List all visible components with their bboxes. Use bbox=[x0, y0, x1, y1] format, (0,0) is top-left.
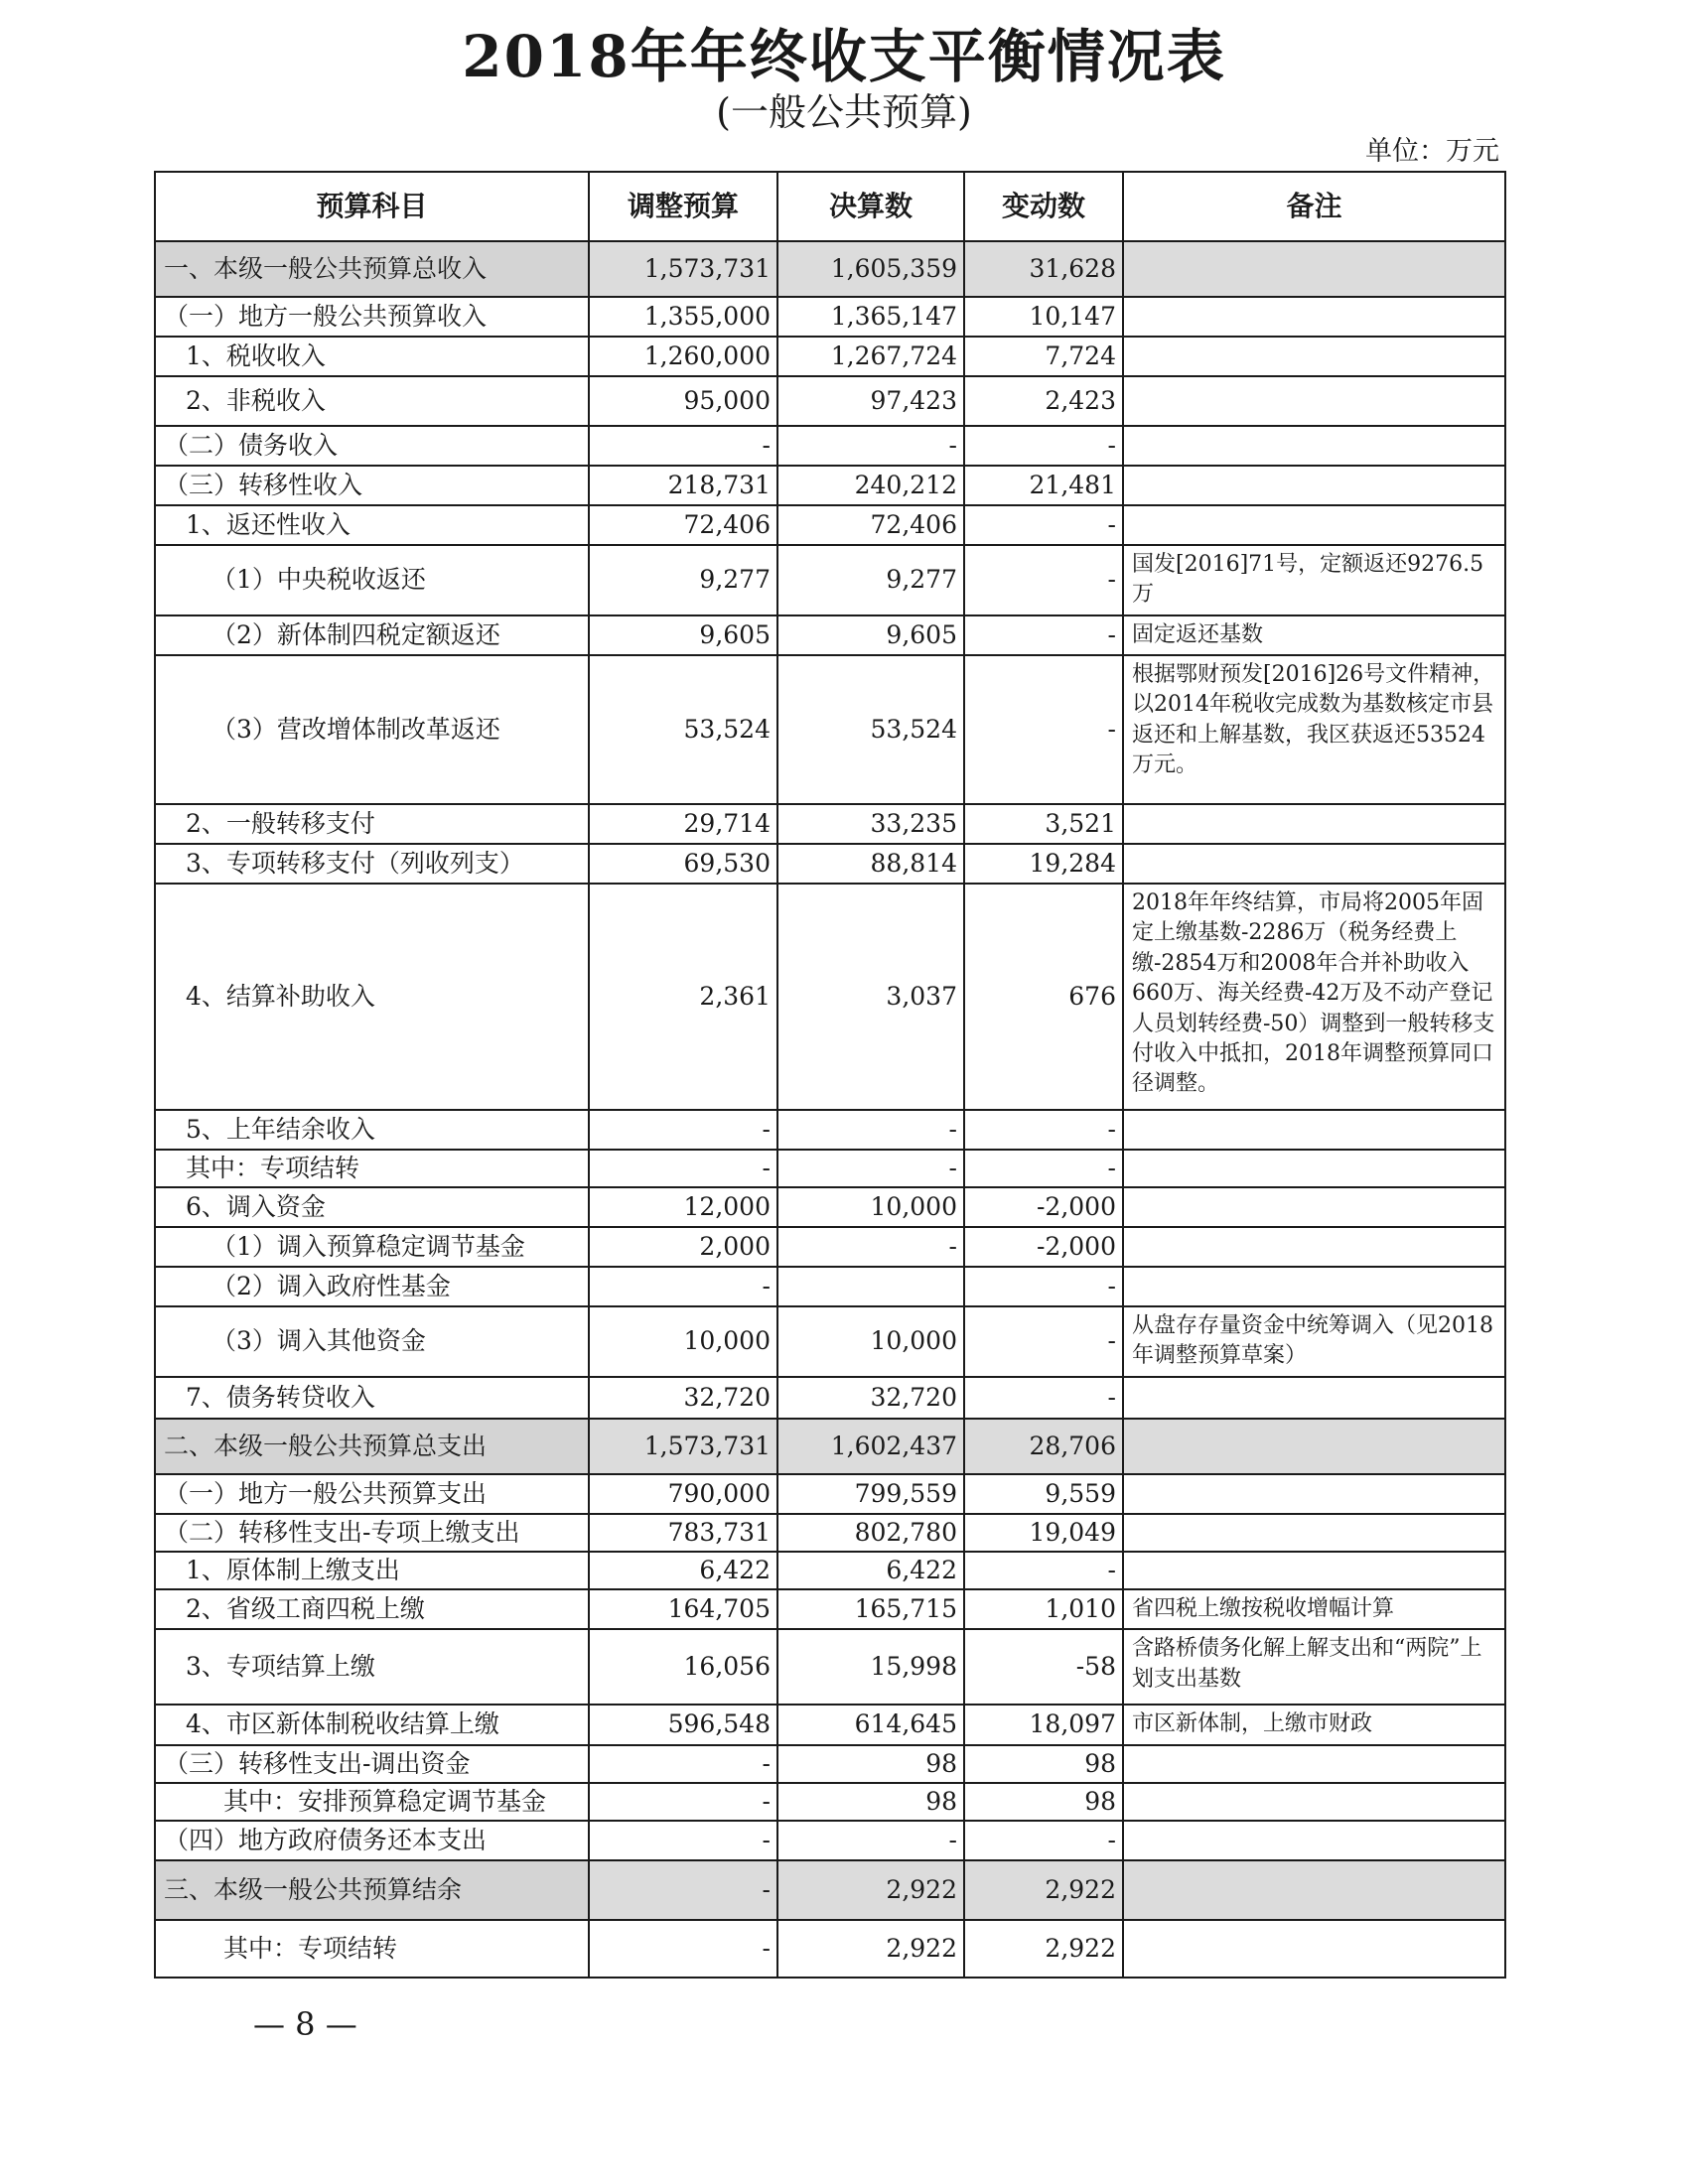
table-row bbox=[155, 376, 1505, 426]
cell-change: 19,049 bbox=[964, 1514, 1123, 1552]
table-header-row bbox=[155, 172, 1505, 241]
cell-change: 676 bbox=[964, 884, 1123, 1110]
cell-adjusted: - bbox=[589, 1783, 777, 1821]
cell-note bbox=[1123, 804, 1505, 844]
row-label: 7、债务转贷收入 bbox=[155, 1377, 589, 1419]
page-title: 2018年年终收支平衡情况表 bbox=[462, 23, 1226, 90]
cell-adjusted: 1,355,000 bbox=[589, 297, 777, 337]
row-label: 1、税收收入 bbox=[155, 337, 589, 376]
header-adjusted-budget: 调整预算 bbox=[589, 172, 777, 241]
cell-adjusted: 16,056 bbox=[589, 1629, 777, 1705]
table-row bbox=[155, 1589, 1505, 1629]
cell-note bbox=[1123, 376, 1505, 426]
cell-final: 72,406 bbox=[777, 505, 964, 545]
row-label: （二）债务收入 bbox=[155, 426, 589, 466]
table-row bbox=[155, 1514, 1505, 1552]
cell-note: 从盘存存量资金中统筹调入（见2018年调整预算草案） bbox=[1123, 1306, 1505, 1377]
cell-note bbox=[1123, 1377, 1505, 1419]
row-label: 其中：专项结转 bbox=[155, 1920, 589, 1978]
cell-final: 2,922 bbox=[777, 1860, 964, 1920]
cell-adjusted: 783,731 bbox=[589, 1514, 777, 1552]
cell-change: 31,628 bbox=[964, 241, 1123, 297]
table-row bbox=[155, 1306, 1505, 1377]
cell-change: 10,147 bbox=[964, 297, 1123, 337]
cell-note bbox=[1123, 466, 1505, 505]
cell-change: 9,559 bbox=[964, 1474, 1123, 1514]
cell-adjusted: - bbox=[589, 426, 777, 466]
cell-final: 9,277 bbox=[777, 545, 964, 615]
row-label: （2）新体制四税定额返还 bbox=[155, 615, 589, 655]
cell-note bbox=[1123, 1150, 1505, 1187]
cell-adjusted: 12,000 bbox=[589, 1187, 777, 1227]
cell-change: 2,423 bbox=[964, 376, 1123, 426]
cell-change: 98 bbox=[964, 1745, 1123, 1783]
cell-final: 10,000 bbox=[777, 1187, 964, 1227]
cell-final: 32,720 bbox=[777, 1377, 964, 1419]
cell-final: 98 bbox=[777, 1745, 964, 1783]
cell-adjusted: 596,548 bbox=[589, 1705, 777, 1744]
cell-adjusted: - bbox=[589, 1150, 777, 1187]
table-row bbox=[155, 1187, 1505, 1227]
cell-note: 市区新体制，上缴市财政 bbox=[1123, 1705, 1505, 1744]
cell-adjusted: 164,705 bbox=[589, 1589, 777, 1629]
table-row bbox=[155, 1860, 1505, 1920]
table-row bbox=[155, 241, 1505, 297]
row-label: 4、结算补助收入 bbox=[155, 884, 589, 1110]
row-label: 1、原体制上缴支出 bbox=[155, 1552, 589, 1589]
cell-adjusted: 6,422 bbox=[589, 1552, 777, 1589]
row-label: 2、省级工商四税上缴 bbox=[155, 1589, 589, 1629]
row-label: 2、非税收入 bbox=[155, 376, 589, 426]
cell-note bbox=[1123, 1552, 1505, 1589]
cell-adjusted: - bbox=[589, 1920, 777, 1978]
cell-final: - bbox=[777, 1821, 964, 1860]
cell-adjusted: - bbox=[589, 1821, 777, 1860]
cell-note: 省四税上缴按税收增幅计算 bbox=[1123, 1589, 1505, 1629]
cell-change: - bbox=[964, 1110, 1123, 1150]
cell-final: 1,602,437 bbox=[777, 1419, 964, 1474]
cell-change: - bbox=[964, 1150, 1123, 1187]
header-change: 变动数 bbox=[964, 172, 1123, 241]
cell-final: 88,814 bbox=[777, 844, 964, 884]
cell-adjusted: 1,260,000 bbox=[589, 337, 777, 376]
cell-change: 18,097 bbox=[964, 1705, 1123, 1744]
row-label: （四）地方政府债务还本支出 bbox=[155, 1821, 589, 1860]
cell-note: 根据鄂财预发[2016]26号文件精神，以2014年税收完成数为基数核定市县返还和上解基数，我区获返还53524万元。 bbox=[1123, 655, 1505, 804]
table-row bbox=[155, 615, 1505, 655]
cell-change: - bbox=[964, 655, 1123, 804]
cell-change: - bbox=[964, 426, 1123, 466]
budget-table bbox=[154, 171, 1506, 1979]
cell-final: - bbox=[777, 1150, 964, 1187]
cell-note bbox=[1123, 844, 1505, 884]
cell-change: - bbox=[964, 1821, 1123, 1860]
cell-adjusted: 72,406 bbox=[589, 505, 777, 545]
cell-note bbox=[1123, 1267, 1505, 1306]
row-label: （一）地方一般公共预算支出 bbox=[155, 1474, 589, 1514]
cell-adjusted: 32,720 bbox=[589, 1377, 777, 1419]
cell-note bbox=[1123, 1187, 1505, 1227]
cell-final: 1,605,359 bbox=[777, 241, 964, 297]
row-label: （2）调入政府性基金 bbox=[155, 1267, 589, 1306]
row-label: 3、专项转移支付（列收列支） bbox=[155, 844, 589, 884]
cell-adjusted: 9,605 bbox=[589, 615, 777, 655]
row-label: 4、市区新体制税收结算上缴 bbox=[155, 1705, 589, 1744]
cell-adjusted: 1,573,731 bbox=[589, 241, 777, 297]
cell-change: 7,724 bbox=[964, 337, 1123, 376]
cell-final: 10,000 bbox=[777, 1306, 964, 1377]
header-remarks: 备注 bbox=[1123, 172, 1505, 241]
cell-final: 240,212 bbox=[777, 466, 964, 505]
table-row bbox=[155, 1552, 1505, 1589]
cell-adjusted: 29,714 bbox=[589, 804, 777, 844]
cell-change: 21,481 bbox=[964, 466, 1123, 505]
cell-final: 1,365,147 bbox=[777, 297, 964, 337]
table-row bbox=[155, 505, 1505, 545]
cell-final: 614,645 bbox=[777, 1705, 964, 1744]
table-row bbox=[155, 1745, 1505, 1783]
cell-adjusted: 1,573,731 bbox=[589, 1419, 777, 1474]
header-final-amount: 决算数 bbox=[777, 172, 964, 241]
table-row bbox=[155, 1419, 1505, 1474]
cell-final: 33,235 bbox=[777, 804, 964, 844]
cell-adjusted: 69,530 bbox=[589, 844, 777, 884]
table-row bbox=[155, 1377, 1505, 1419]
cell-note bbox=[1123, 1110, 1505, 1150]
cell-change: - bbox=[964, 1377, 1123, 1419]
cell-note bbox=[1123, 1745, 1505, 1783]
table-row bbox=[155, 1629, 1505, 1705]
row-label: 1、返还性收入 bbox=[155, 505, 589, 545]
cell-final: 3,037 bbox=[777, 884, 964, 1110]
table-row bbox=[155, 884, 1505, 1110]
row-label: 6、调入资金 bbox=[155, 1187, 589, 1227]
cell-note: 国发[2016]71号，定额返还9276.5万 bbox=[1123, 545, 1505, 615]
row-label: （3）营改增体制改革返还 bbox=[155, 655, 589, 804]
row-label: （二）转移性支出-专项上缴支出 bbox=[155, 1514, 589, 1552]
row-label: 三、本级一般公共预算结余 bbox=[155, 1860, 589, 1920]
table-row bbox=[155, 1150, 1505, 1187]
cell-adjusted: - bbox=[589, 1860, 777, 1920]
cell-final: 165,715 bbox=[777, 1589, 964, 1629]
table-row bbox=[155, 1267, 1505, 1306]
row-label: （1）调入预算稳定调节基金 bbox=[155, 1227, 589, 1267]
cell-final: 799,559 bbox=[777, 1474, 964, 1514]
cell-adjusted: - bbox=[589, 1110, 777, 1150]
row-label: （三）转移性收入 bbox=[155, 466, 589, 505]
table-row bbox=[155, 804, 1505, 844]
cell-note: 固定返还基数 bbox=[1123, 615, 1505, 655]
cell-final: - bbox=[777, 1110, 964, 1150]
cell-change: - bbox=[964, 545, 1123, 615]
table-row bbox=[155, 1920, 1505, 1978]
cell-adjusted: 790,000 bbox=[589, 1474, 777, 1514]
table-row bbox=[155, 844, 1505, 884]
row-label: 一、本级一般公共预算总收入 bbox=[155, 241, 589, 297]
cell-change: 2,922 bbox=[964, 1920, 1123, 1978]
cell-note bbox=[1123, 241, 1505, 297]
row-label: 5、上年结余收入 bbox=[155, 1110, 589, 1150]
cell-final bbox=[777, 1267, 964, 1306]
cell-final: 15,998 bbox=[777, 1629, 964, 1705]
row-label: 其中：专项结转 bbox=[155, 1150, 589, 1187]
row-label: （一）地方一般公共预算收入 bbox=[155, 297, 589, 337]
cell-final: 2,922 bbox=[777, 1920, 964, 1978]
cell-note: 含路桥债务化解上解支出和“两院”上划支出基数 bbox=[1123, 1629, 1505, 1705]
cell-note bbox=[1123, 1783, 1505, 1821]
cell-change: 2,922 bbox=[964, 1860, 1123, 1920]
table-row bbox=[155, 337, 1505, 376]
cell-change: 28,706 bbox=[964, 1419, 1123, 1474]
cell-note bbox=[1123, 1860, 1505, 1920]
cell-final: 53,524 bbox=[777, 655, 964, 804]
table-row bbox=[155, 1705, 1505, 1744]
cell-adjusted: 218,731 bbox=[589, 466, 777, 505]
row-label: 其中：安排预算稳定调节基金 bbox=[155, 1783, 589, 1821]
row-label: （1）中央税收返还 bbox=[155, 545, 589, 615]
cell-change: 3,521 bbox=[964, 804, 1123, 844]
row-label: 2、一般转移支付 bbox=[155, 804, 589, 844]
cell-adjusted: 95,000 bbox=[589, 376, 777, 426]
table-row bbox=[155, 297, 1505, 337]
cell-adjusted: 10,000 bbox=[589, 1306, 777, 1377]
table-row bbox=[155, 545, 1505, 615]
cell-final: 802,780 bbox=[777, 1514, 964, 1552]
cell-change: - bbox=[964, 615, 1123, 655]
row-label: 3、专项结算上缴 bbox=[155, 1629, 589, 1705]
cell-change: 1,010 bbox=[964, 1589, 1123, 1629]
cell-change: 19,284 bbox=[964, 844, 1123, 884]
row-label: （3）调入其他资金 bbox=[155, 1306, 589, 1377]
table-row bbox=[155, 1474, 1505, 1514]
table-row bbox=[155, 1783, 1505, 1821]
unit-label: 单位：万元 bbox=[1365, 136, 1499, 167]
table-row bbox=[155, 1227, 1505, 1267]
cell-final: 97,423 bbox=[777, 376, 964, 426]
page-number: — 8 — bbox=[253, 2005, 357, 2043]
cell-note bbox=[1123, 297, 1505, 337]
cell-change: -2,000 bbox=[964, 1227, 1123, 1267]
cell-note bbox=[1123, 1514, 1505, 1552]
cell-note bbox=[1123, 505, 1505, 545]
cell-adjusted: 2,000 bbox=[589, 1227, 777, 1267]
cell-change: 98 bbox=[964, 1783, 1123, 1821]
cell-note bbox=[1123, 337, 1505, 376]
cell-adjusted: 9,277 bbox=[589, 545, 777, 615]
page-subtitle: (一般公共预算) bbox=[716, 90, 972, 134]
cell-final: 1,267,724 bbox=[777, 337, 964, 376]
cell-note bbox=[1123, 1920, 1505, 1978]
cell-note: 2018年年终结算，市局将2005年固定上缴基数-2286万（税务经费上缴-2854万和2008年合并补助收入660万、海关经费-42万及不动产登记人员划转经费-50）调整到一般转移支付收入中抵扣，2018年调整预算同口径调整。 bbox=[1123, 884, 1505, 1110]
cell-change: -2,000 bbox=[964, 1187, 1123, 1227]
cell-final: - bbox=[777, 1227, 964, 1267]
cell-adjusted: - bbox=[589, 1267, 777, 1306]
cell-change: - bbox=[964, 505, 1123, 545]
header-subject: 预算科目 bbox=[155, 172, 589, 241]
cell-adjusted: - bbox=[589, 1745, 777, 1783]
table-row bbox=[155, 426, 1505, 466]
cell-note bbox=[1123, 1474, 1505, 1514]
cell-change: - bbox=[964, 1552, 1123, 1589]
table-row bbox=[155, 1821, 1505, 1860]
table-row bbox=[155, 466, 1505, 505]
cell-adjusted: 2,361 bbox=[589, 884, 777, 1110]
cell-change: - bbox=[964, 1306, 1123, 1377]
table-row bbox=[155, 655, 1505, 804]
cell-change: - bbox=[964, 1267, 1123, 1306]
row-label: （三）转移性支出-调出资金 bbox=[155, 1745, 589, 1783]
row-label: 二、本级一般公共预算总支出 bbox=[155, 1419, 589, 1474]
cell-adjusted: 53,524 bbox=[589, 655, 777, 804]
cell-final: 6,422 bbox=[777, 1552, 964, 1589]
cell-note bbox=[1123, 426, 1505, 466]
cell-note bbox=[1123, 1821, 1505, 1860]
cell-final: 9,605 bbox=[777, 615, 964, 655]
cell-change: -58 bbox=[964, 1629, 1123, 1705]
cell-final: - bbox=[777, 426, 964, 466]
table-row bbox=[155, 1110, 1505, 1150]
cell-final: 98 bbox=[777, 1783, 964, 1821]
cell-note bbox=[1123, 1419, 1505, 1474]
cell-note bbox=[1123, 1227, 1505, 1267]
